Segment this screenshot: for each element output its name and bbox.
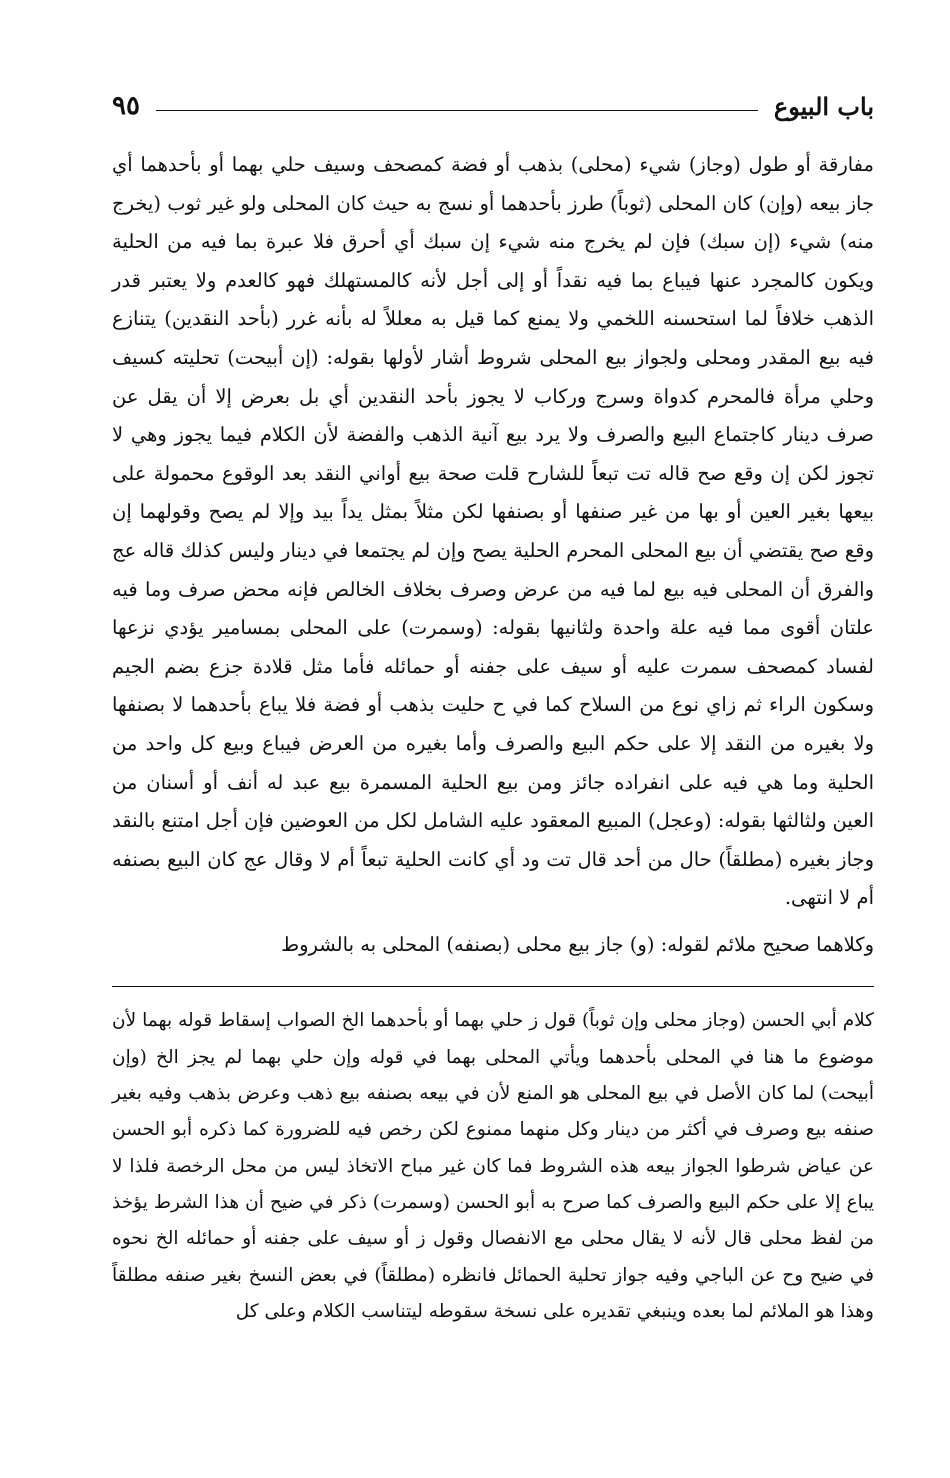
page-header <box>112 86 874 126</box>
main-text <box>112 146 874 964</box>
main-paragraph: مفارقة أو طول (وجاز) شيء (محلى) بذهب أو فضة كمصحف وسيف حلي بهما أو بأحدهما أي جاز بيعه (وإن) كان المحلى (ثوباً) طرز بأحدهما أو نسج به حيث كان المحلى ولو غير ثوب (يخرج منه) شيء (إن سبك) فإن لم يخرج منه شيء إن سبك أي أحرق فلا عبرة بما فيه من الحلية ويكون كالمجرد عنها فيباع بما فيه نقداً أو إلى أجل لأنه كالمستهلك فهو كالعدم ولا يعتبر قدر الذهب خلافاً لما استحسنه اللخمي ولا يمنع كما قيل به معللاً له بأنه غرر (بأحد النقدين) يتنازع فيه بيع المقدر ومحلى ولجواز بيع المحلى شروط أشار لأولها بقوله: (إن أبيحت) تحليته كسيف وحلي مرأة فالمحرم كدواة وسرج وركاب لا يجوز بأحد النقدين أي بل بعرض إلا أن يقل عن صرف دينار كاجتماع البيع والصرف ولا يرد بيع آنية الذهب والفضة لأن الكلام فيما يجوز وهي لا تجوز لكن إن وقع صح قاله تت تبعاً للشارح قلت صحة بيع أواني النقد بعد الوقوع محمولة على بيعها بغير العين أو بها من غير صنفها أو بصنفها لكن مثلاً بمثل يداً بيد وإلا لم يصح وقولهما إن وقع صح يقتضي أن بيع المحلى المحرم الحلية يصح وإن لم يجتمعا في دينار وليس كذلك قاله عج والفرق أن المحلى فيه بيع لما فيه من عرض وصرف بخلاف الخالص فإنه محض صرف وما فيه علتان أقوى مما فيه علة واحدة ولثانيها بقوله: (وسمرت) على المحلى بمسامير يؤدي نزعها لفساد كمصحف سمرت عليه أو سيف على جفنه أو حمائله فأما مثل قلادة جزع بضم الجيم وسكون الراء ثم زاي نوع من السلاح كما في ح حليت بذهب أو فضة فلا يباع بأحدهما لا بصنفها ولا بغيره من النقد إلا على حكم البيع والصرف وأما بغيره من العرض فيباع وبيع كل واحد من الحلية وما هي فيه على انفراده جائز ومن بيع الحلية المسمرة بيع عبد له أنف أو أسنان من العين ولثالثها بقوله: (وعجل) المبيع المعقود عليه الشامل لكل من العوضين فإن أجل امتنع بالنقد وجاز بغيره (مطلقاً) حال من أحد قال تت ود أي كانت الحلية تبعاً أم لا وقال عج كان البيع بصنفه أم لا انتهى. <box>112 153 874 910</box>
footnote-divider <box>112 986 874 987</box>
page-number: ٩٥ <box>112 91 140 121</box>
footnote <box>112 1003 874 1330</box>
book-page <box>112 86 874 1466</box>
header-rule <box>156 110 758 111</box>
main-paragraph: وكلاهما صحيح ملائم لقوله: (و) جاز بيع محلى (بصنفه) المحلى به بالشروط <box>281 932 874 956</box>
chapter-title: باب البيوع <box>773 91 874 121</box>
footnote-paragraph: كلام أبي الحسن (وجاز محلى وإن ثوباً) قول ز حلي بهما أو بأحدهما الخ الصواب إسقاط قوله بهما لأن موضوع ما هنا في المحلى بأحدهما ويأتي المحلى بهما في قوله وإن حلي بهما لم يجز الخ (وإن أبيحت) لما كان الأصل في بيع المحلى هو المنع لأن في بيعه بصنفه بيع ذهب وعرض بذهب وفيه بغير صنفه بيع وصرف في أكثر من دينار وكل منهما ممنوع لكن رخص فيه للضرورة كما ذكره أبو الحسن عن عياض شرطوا الجواز بيعه هذه الشروط فما كان غير مباح الاتخاذ ليس من محل الرخصة فلذا لا يباع إلا على حكم البيع والصرف كما صرح به أبو الحسن (وسمرت) ذكر في ضيح أن هذا الشرط يؤخذ من لفظ محلى قال لأنه لا يقال محلى مع الانفصال وقول ز أو سيف على جفنه أو حمائله الخ نحوه في ضيح وح عن الباجي وفيه جواز تحلية الحمائل فانظره (مطلقاً) في بعض النسخ بغير صنفه مطلقاً وهذا هو الملائم لما بعده وينبغي تقديره على نسخة سقوطه ليتناسب الكلام وعلى كل <box>112 1010 874 1322</box>
